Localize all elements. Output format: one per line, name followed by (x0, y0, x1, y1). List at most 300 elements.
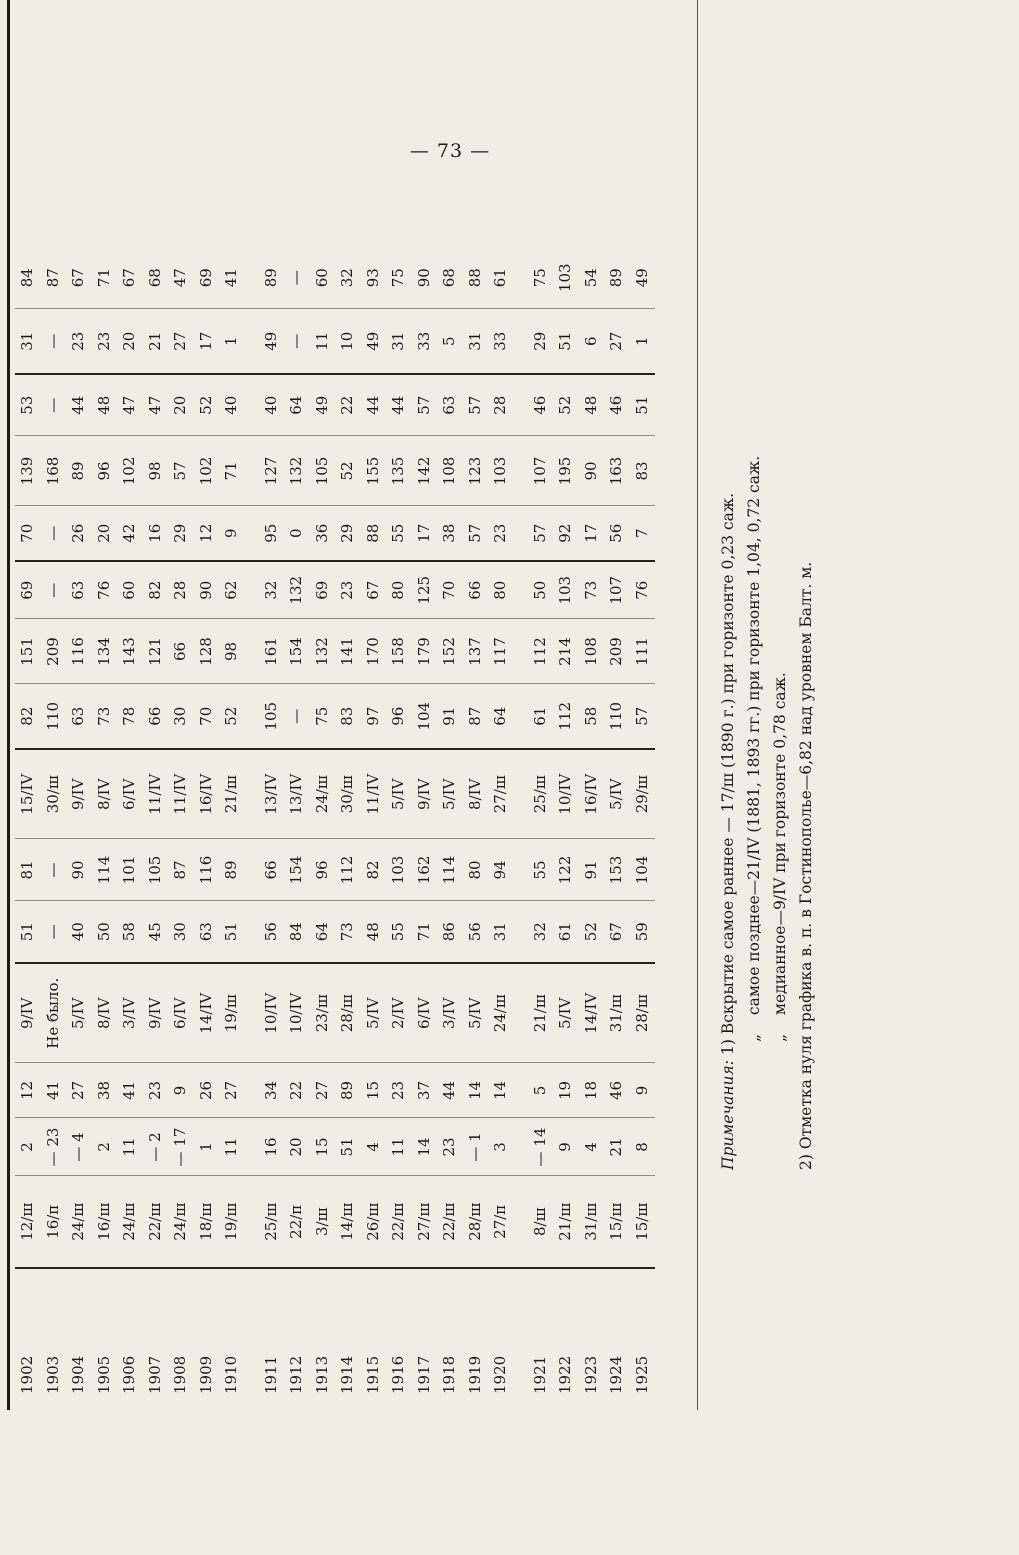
value-cell: 80 (463, 839, 489, 901)
value-cell: 52 (579, 901, 605, 963)
value-cell: 132 (284, 436, 310, 506)
year-cell: 1918 (437, 1268, 463, 1400)
value-cell: 112 (514, 619, 554, 684)
value-cell: 3 (488, 1118, 514, 1176)
value-cell: 31 (463, 309, 489, 374)
year-cell: 1904 (66, 1268, 92, 1400)
value-cell: 27 (310, 1063, 336, 1118)
value-cell: 97 (361, 684, 387, 749)
value-cell: 170 (361, 619, 387, 684)
table-row (488, 247, 514, 1400)
value-cell: 105 (143, 839, 169, 901)
value-cell: 110 (604, 684, 630, 749)
year-cell: 1903 (41, 1268, 67, 1400)
value-cell: 17 (579, 506, 605, 561)
value-cell: 22/ш (143, 1176, 169, 1268)
value-cell: 22/ш (437, 1176, 463, 1268)
note-line-2 (741, 20, 767, 1170)
ditto-mark: „ (745, 1033, 763, 1042)
value-cell: 58 (579, 684, 605, 749)
value-cell: 8/IV (92, 963, 118, 1063)
value-cell: 44 (66, 374, 92, 436)
value-cell: 123 (463, 436, 489, 506)
value-cell: 44 (361, 374, 387, 436)
value-cell: 66 (245, 839, 285, 901)
value-cell: 137 (463, 619, 489, 684)
value-cell: 48 (92, 374, 118, 436)
value-cell: 63 (437, 374, 463, 436)
note-2-text: 2) Отметка нуля графика в. п. в Гостинополье—6,82 над уровнем Балт. м. (797, 561, 815, 1170)
value-cell: 11/IV (143, 749, 169, 839)
year-cell: 1906 (117, 1268, 143, 1400)
value-cell: 27/ш (412, 1176, 438, 1268)
value-cell: 110 (41, 684, 67, 749)
value-cell: 58 (117, 901, 143, 963)
value-cell: 64 (488, 684, 514, 749)
value-cell: 96 (310, 839, 336, 901)
value-cell: 41 (117, 1063, 143, 1118)
value-cell: 155 (361, 436, 387, 506)
value-cell: 56 (463, 901, 489, 963)
value-cell: 66 (143, 684, 169, 749)
value-cell: 50 (92, 901, 118, 963)
value-cell: 26 (66, 506, 92, 561)
value-cell: 23 (386, 1063, 412, 1118)
value-cell: 6/IV (117, 749, 143, 839)
table-row (66, 247, 92, 1400)
note-line-1 (715, 20, 741, 1170)
value-cell: 90 (194, 561, 220, 619)
value-cell: 27 (168, 309, 194, 374)
year-cell: 1917 (412, 1268, 438, 1400)
value-cell: 70 (194, 684, 220, 749)
value-cell: 28/ш (463, 1176, 489, 1268)
value-cell: 15 (361, 1063, 387, 1118)
value-cell: 28/ш (335, 963, 361, 1063)
value-cell: 23 (92, 309, 118, 374)
value-cell: 70 (437, 561, 463, 619)
value-cell: 153 (604, 839, 630, 901)
value-cell: 95 (245, 506, 285, 561)
value-cell: 46 (514, 374, 554, 436)
value-cell: — 1 (463, 1118, 489, 1176)
value-cell: 111 (630, 619, 656, 684)
value-cell: 128 (194, 619, 220, 684)
value-cell: 38 (92, 1063, 118, 1118)
value-cell: 68 (440, 268, 458, 288)
value-cell: 16 (245, 1118, 285, 1176)
value-cell: 31 (488, 901, 514, 963)
value-cell: 66 (463, 561, 489, 619)
value-cell: 56 (604, 506, 630, 561)
value-cell: 5/IV (463, 963, 489, 1063)
note-line-3 (767, 20, 793, 1170)
value-cell: 60 (312, 268, 331, 288)
value-cell: 88 (465, 268, 484, 288)
value-cell: 49 (632, 268, 651, 288)
value-cell: 57 (168, 436, 194, 506)
table-row (194, 247, 220, 1400)
value-cell: 24/ш (310, 749, 336, 839)
value-cell: 15/ш (630, 1176, 656, 1268)
table-row (412, 247, 438, 1400)
value-cell: 9 (219, 506, 245, 561)
value-cell: 12 (194, 506, 220, 561)
value-cell: 112 (553, 684, 579, 749)
value-cell: 102 (117, 436, 143, 506)
value-cell: 152 (437, 619, 463, 684)
value-cell: 107 (514, 436, 554, 506)
value-cell: 6 (579, 309, 605, 374)
year-cell: 1921 (514, 1268, 554, 1400)
year-cell: 1910 (219, 1268, 245, 1400)
value-cell: 195 (553, 436, 579, 506)
value-cell: 64 (284, 374, 310, 436)
value-cell: 10/IV (553, 749, 579, 839)
value-cell: 60 (117, 561, 143, 619)
table-row (437, 247, 463, 1400)
value-cell: 27 (604, 309, 630, 374)
value-cell: 104 (630, 839, 656, 901)
value-cell: 66 (168, 619, 194, 684)
value-cell: 5/IV (386, 749, 412, 839)
value-cell: 2/IV (386, 963, 412, 1063)
year-cell: 1907 (143, 1268, 169, 1400)
note-line-4 (793, 20, 819, 1170)
value-cell: 161 (245, 619, 285, 684)
value-cell: 0 (284, 506, 310, 561)
value-cell: 89 (261, 268, 280, 288)
value-cell: 63 (66, 684, 92, 749)
value-cell: 89 (66, 436, 92, 506)
value-cell: 21 (143, 309, 169, 374)
value-cell: 30/ш (41, 749, 67, 839)
value-cell: 29/ш (630, 749, 656, 839)
value-cell: 4 (579, 1118, 605, 1176)
value-cell: 32 (338, 268, 356, 288)
value-cell: 27 (66, 1063, 92, 1118)
value-cell: 16/ш (92, 1176, 118, 1268)
value-cell: 103 (386, 839, 412, 901)
value-cell: 103 (488, 436, 514, 506)
value-cell: 6/IV (412, 963, 438, 1063)
table-row (15, 247, 41, 1400)
value-cell: 20 (168, 374, 194, 436)
value-cell: 84 (18, 268, 36, 288)
value-cell: 22/п (284, 1176, 310, 1268)
value-cell: 16/IV (194, 749, 220, 839)
value-cell: 9/IV (66, 749, 92, 839)
value-cell: 15 (310, 1118, 336, 1176)
value-cell: 11 (219, 1118, 245, 1176)
value-cell: 55 (386, 901, 412, 963)
value-cell: 54 (581, 268, 600, 288)
value-cell: 20 (284, 1118, 310, 1176)
value-cell: 31/ш (579, 1176, 605, 1268)
table-row (310, 247, 336, 1400)
value-cell: 37 (412, 1063, 438, 1118)
value-cell: 151 (15, 619, 41, 684)
table-row (284, 247, 310, 1400)
value-cell: 8/IV (463, 749, 489, 839)
value-cell: 52 (194, 374, 220, 436)
value-cell: 5 (514, 1063, 554, 1118)
hydrology-year-table (15, 247, 655, 1400)
value-cell: 67 (361, 561, 387, 619)
year-cell: 1923 (579, 1268, 605, 1400)
value-cell: 55 (514, 839, 554, 901)
value-cell: 9 (630, 1063, 656, 1118)
value-cell: 3/IV (117, 963, 143, 1063)
value-cell: 23 (143, 1063, 169, 1118)
value-cell: 13/IV (284, 749, 310, 839)
value-cell: 87 (463, 684, 489, 749)
table-row (604, 247, 630, 1400)
value-cell: 90 (414, 268, 433, 288)
value-cell: 40 (66, 901, 92, 963)
year-cell: 1912 (284, 1268, 310, 1400)
value-cell: 21/ш (514, 963, 554, 1063)
value-cell: 116 (194, 839, 220, 901)
value-cell: 209 (604, 619, 630, 684)
value-cell: 8/IV (92, 749, 118, 839)
value-cell: 29 (514, 309, 554, 374)
value-cell: 51 (219, 901, 245, 963)
value-cell: 84 (284, 901, 310, 963)
table-row (143, 247, 169, 1400)
value-cell: 19/ш (219, 963, 245, 1063)
value-cell: 105 (310, 436, 336, 506)
year-cell: 1905 (92, 1268, 118, 1400)
table-row (117, 247, 143, 1400)
value-cell: 14/ш (335, 1176, 361, 1268)
value-cell: 108 (579, 619, 605, 684)
value-cell: 2 (15, 1118, 41, 1176)
value-cell: — 4 (66, 1118, 92, 1176)
value-cell: 44 (386, 374, 412, 436)
value-cell: 32 (245, 561, 285, 619)
value-cell: 23 (335, 561, 361, 619)
value-cell: 105 (245, 684, 285, 749)
value-cell: 31 (15, 309, 41, 374)
value-cell: 127 (245, 436, 285, 506)
value-cell: — (41, 839, 67, 901)
value-cell: 89 (607, 268, 625, 288)
value-cell: — (41, 561, 67, 619)
value-cell: 51 (630, 374, 656, 436)
value-cell: 114 (92, 839, 118, 901)
value-cell: 12/ш (15, 1176, 41, 1268)
value-cell: 49 (245, 309, 285, 374)
value-cell: 9/IV (15, 963, 41, 1063)
value-cell: 179 (412, 619, 438, 684)
value-cell: 89 (335, 1063, 361, 1118)
value-cell: 132 (284, 561, 310, 619)
value-cell: 71 (219, 436, 245, 506)
table-row (245, 247, 285, 1400)
value-cell: 209 (41, 619, 67, 684)
table-body (15, 247, 655, 1400)
value-cell: 6/IV (168, 963, 194, 1063)
value-cell: 10/IV (284, 963, 310, 1063)
value-cell: 24/ш (117, 1176, 143, 1268)
value-cell: 135 (386, 436, 412, 506)
table-row (386, 247, 412, 1400)
value-cell: 61 (514, 684, 554, 749)
value-cell: 25/ш (245, 1176, 285, 1268)
table-row (630, 247, 656, 1400)
note-1-median: медианное—9/IV при горизонте 0,78 саж. (771, 672, 789, 1016)
value-cell: 102 (194, 436, 220, 506)
value-cell: 75 (310, 684, 336, 749)
table-row (168, 247, 194, 1400)
value-cell: 22 (284, 1063, 310, 1118)
ditto-mark: „ (771, 1033, 789, 1042)
value-cell: 75 (530, 268, 549, 288)
value-cell: 158 (386, 619, 412, 684)
value-cell: 25/ш (514, 749, 554, 839)
value-cell: 49 (310, 374, 336, 436)
value-cell: 73 (92, 684, 118, 749)
value-cell: 16 (143, 506, 169, 561)
value-cell: 15/IV (15, 749, 41, 839)
value-cell: 10 (335, 309, 361, 374)
value-cell: 14 (412, 1118, 438, 1176)
value-cell: 47 (117, 374, 143, 436)
value-cell: 3/IV (437, 963, 463, 1063)
value-cell: 1 (194, 1118, 220, 1176)
year-cell: 1922 (553, 1268, 579, 1400)
table-row (514, 247, 554, 1400)
value-cell: 101 (117, 839, 143, 901)
table-row (219, 247, 245, 1400)
value-cell: 21/ш (553, 1176, 579, 1268)
value-cell: — (41, 901, 67, 963)
value-cell: 87 (43, 268, 62, 288)
page-number: — 73 — (409, 140, 491, 162)
value-cell: — 14 (514, 1118, 554, 1176)
value-cell: 23 (488, 506, 514, 561)
value-cell: 30 (168, 901, 194, 963)
value-cell: 8 (630, 1118, 656, 1176)
year-cell: 1915 (361, 1268, 387, 1400)
value-cell: 28 (488, 374, 514, 436)
year-cell: 1914 (335, 1268, 361, 1400)
value-cell: 36 (310, 506, 336, 561)
value-cell: 11/IV (361, 749, 387, 839)
value-cell: 64 (310, 901, 336, 963)
value-cell: 4 (361, 1118, 387, 1176)
value-cell: 76 (92, 561, 118, 619)
value-cell: 30/ш (335, 749, 361, 839)
value-cell: 51 (553, 309, 579, 374)
value-cell: 114 (437, 839, 463, 901)
value-cell: 53 (15, 374, 41, 436)
value-cell: 14 (488, 1063, 514, 1118)
value-cell: 90 (579, 436, 605, 506)
value-cell: 21/ш (219, 749, 245, 839)
year-cell: 1902 (15, 1268, 41, 1400)
value-cell: 5/IV (361, 963, 387, 1063)
value-cell: 139 (15, 436, 41, 506)
value-cell: 2 (92, 1118, 118, 1176)
value-cell: 98 (143, 436, 169, 506)
value-cell: 61 (491, 268, 509, 288)
value-cell: 29 (335, 506, 361, 561)
value-cell: 38 (437, 506, 463, 561)
value-cell: 45 (143, 901, 169, 963)
value-cell: 82 (143, 561, 169, 619)
year-cell: 1925 (630, 1268, 656, 1400)
value-cell: 34 (245, 1063, 285, 1118)
value-cell: 68 (145, 268, 164, 288)
rotated-table-area (15, 0, 950, 1400)
value-cell: 10/IV (245, 963, 285, 1063)
value-cell: 41 (41, 1063, 67, 1118)
value-cell: — 17 (168, 1118, 194, 1176)
value-cell: Не было. (41, 963, 67, 1063)
note-1-text: 1) Вскрытие самое раннее — 17/ш (1890 г.) при горизонте 0,23 саж. (719, 492, 737, 1056)
value-cell: 40 (245, 374, 285, 436)
value-cell: 23 (66, 309, 92, 374)
value-cell: 9 (168, 1063, 194, 1118)
value-cell: 11 (310, 309, 336, 374)
value-cell: 49 (361, 309, 387, 374)
value-cell: 3/ш (310, 1176, 336, 1268)
value-cell: 71 (412, 901, 438, 963)
value-cell: 5 (437, 309, 463, 374)
value-cell: 52 (219, 684, 245, 749)
value-cell: 82 (361, 839, 387, 901)
value-cell: 42 (117, 506, 143, 561)
value-cell: 33 (412, 309, 438, 374)
value-cell: 91 (579, 839, 605, 901)
value-cell: 11 (117, 1118, 143, 1176)
top-rule (7, 0, 10, 1410)
year-cell: 1911 (245, 1268, 285, 1400)
value-cell: 81 (15, 839, 41, 901)
value-cell: 7 (630, 506, 656, 561)
value-cell: 88 (361, 506, 387, 561)
value-cell: 30 (168, 684, 194, 749)
value-cell: 92 (553, 506, 579, 561)
value-cell: — (41, 506, 67, 561)
value-cell: 28/ш (630, 963, 656, 1063)
value-cell: 91 (437, 684, 463, 749)
value-cell: 96 (386, 684, 412, 749)
value-cell: 5/IV (553, 963, 579, 1063)
value-cell: 83 (335, 684, 361, 749)
value-cell: 41 (222, 268, 240, 288)
value-cell: 104 (412, 684, 438, 749)
value-cell: 5/IV (66, 963, 92, 1063)
value-cell: 59 (630, 901, 656, 963)
value-cell: 20 (92, 506, 118, 561)
value-cell: 87 (168, 839, 194, 901)
value-cell: 14/IV (194, 963, 220, 1063)
value-cell: 1 (630, 309, 656, 374)
value-cell: 28 (168, 561, 194, 619)
value-cell: 46 (604, 374, 630, 436)
value-cell: 21 (604, 1118, 630, 1176)
value-cell: 214 (553, 619, 579, 684)
value-cell: 162 (412, 839, 438, 901)
value-cell: 22/ш (386, 1176, 412, 1268)
value-cell: 27/п (488, 1176, 514, 1268)
value-cell: 33 (488, 309, 514, 374)
value-cell: 14/IV (579, 963, 605, 1063)
value-cell: — (287, 270, 305, 286)
